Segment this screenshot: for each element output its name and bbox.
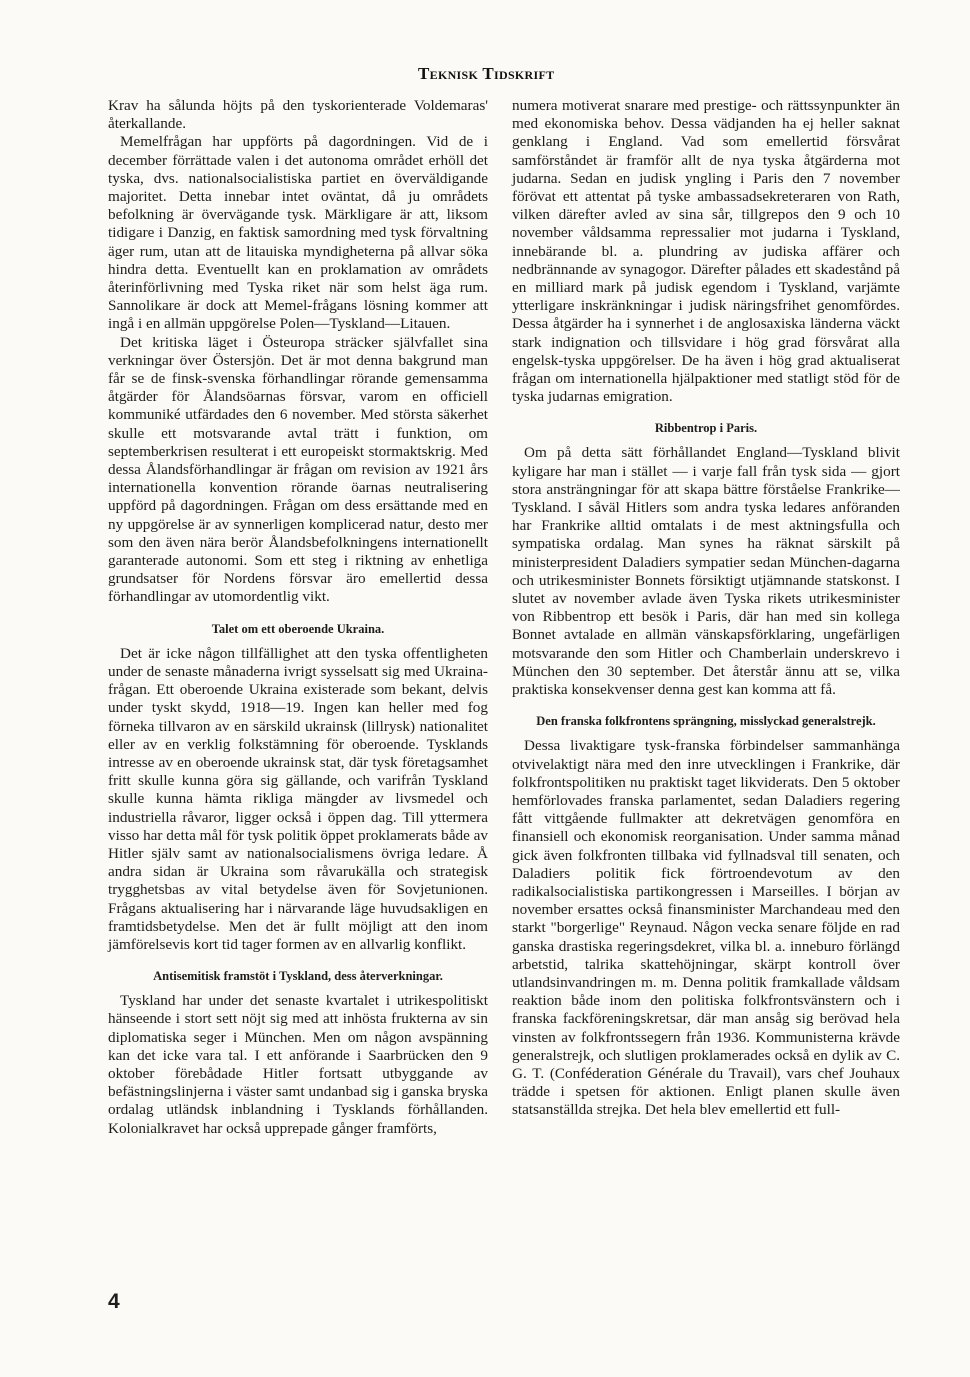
- paragraph: numera motiverat snarare med prestige- och rättssynpunkter än med ekonomiska behov. Dessa vädjanden ha ej heller saknat genklang i England. Vad som emellertid försvårat samförståndet är framför allt de nya tyska åtgärderna mot judarna. Sedan en judisk yngling i Paris den 7 november förövat ett attentat på tyske ambassadsekreteraren von Rath, vilken därefter avled av sina sår, tillgrepos den 9 och 10 november våldsamma repressalier mot judarna i Tyskland, innebärande bl. a. plundring av judiska affärer och nedbrännande av synagogor. Därefter pålades ett skadestånd på en milliard mark på judisk egendom i Tyskland, varjämte ytterligare inskränkningar i judisk näringsfrihet genomfördes. Dessa åtgärder ha i synnerhet i de anglosaxiska länderna väckt stark indignation och tillsvidare i hög grad försvårat alla engelsk-tyska uppgörelser. De ha även i hög grad aktualiserat frågan om internationella hjälpaktioner med statligt stöd för de tyska judarnas emigration.: [512, 97, 900, 406]
- page-number: 4: [108, 1290, 120, 1313]
- masthead: Teknisk Tidskrift: [418, 64, 555, 83]
- section-heading: Ribbentrop i Paris.: [654, 421, 758, 436]
- left-column: [108, 97, 488, 1138]
- section-heading: Talet om ett oberoende Ukraina.: [211, 621, 385, 636]
- paragraph: Dessa livaktigare tysk-franska förbindelser sammanhänga otvivelaktigt nära med den inre utvecklingen i Frankrike, där folkfrontspolitiken nu praktiskt taget likviderats. Den 5 oktober hemförlovades franska parlamentet, sedan Daladiers regering fått vittgående fullmakter att dekretvägen genomföra en finansiell och ekonomisk reorganisation. Under samma månad gick även folkfronten tillbaka vid fyllnadsval till senaten, och Daladiers politik fick förtroendevotum av den radikalsocialistiska partikongressen i Marseilles. I början av november ersattes också finansminister Marchandeau med den starkt "borgerlige" Reynaud. Någon vecka senare följde en rad ganska drastiska regeringsdekret, vilka bl. a. inneburo förlängd arbetstid, talrika skattehöjningar, skärpt kontroll över utlandsinvandringen m. m. Denna politik framkallade våldsam reaktion både inom den politiska folkfrontsvänstern och i franska fackföreningskretsar, där man ansåg sig berövad hela vinsten av folkfrontssegern från 1936. Kommunisterna krävde generalstrejk, och slutligen proklamerades också en dylik av C. G. T. (Conféderation Générale du Travail), vars chef Jouhaux trädde i spetsen för aktionen. Enligt planen skulle även statsanställda strejka. Det hela blev emellertid ett full-: [512, 737, 900, 1119]
- paragraph: Krav ha sålunda höjts på den tyskorienterade Voldemaras' återkallande.: [108, 97, 488, 133]
- right-column: [512, 97, 900, 1120]
- paragraph: Memelfrågan har uppförts på dagordningen. Vid de i december förrättade valen i det autonoma området erhöll det tyska, dvs. nationalsocialistiska partiet en överväldigande majoritet. Detta innebar intet oväntat, då ju områdets befolkning är övervägande tysk. Märkligare är att, liksom tidigare i Danzig, en faktisk samordning med tysk förvaltning äger rum, utan att de litauiska myndigheterna på allvar söka hindra detta. Eventuellt kan en proklamation av områdets återinförlivning med Tyska riket när som helst äga rum. Sannolikare är dock att Memel-frågans lösning kommer att ingå i en allmän uppgörelse Polen—Tyskland—Litauen.: [108, 133, 488, 333]
- paragraph: Tyskland har under det senaste kvartalet i utrikespolitiskt hänseende i stort sett nöjt sig med att inhösta frukterna av sin diplomatiska seger i München. Men om någon avspänning kan det icke vara tal. I ett anförande i Saarbrücken den 9 oktober förebådade Hitler fortsatt utbyggande av befästningslinjerna i väster samt undanbad sig i ganska bryska ordalag utländsk inblandning i Tysklands förhållanden. Kolonialkravet har också upprepade gånger framförts,: [108, 992, 488, 1137]
- paragraph: Det kritiska läget i Östeuropa sträcker självfallet sina verkningar över Östersjön. Det är mot denna bakgrund man får se de finsk-svenska förhandlingar rörande gemensamma åtgärder för Ålandsöarnas försvar, varom en officiell kommuniké utfärdades den 6 november. Med största säkerhet skulle ett motsvarande avtal trätt i funktion, om septemberkrisen resulterat i ett europeiskt stormaktskrig. Med dessa Ålandsförhandlingar är frågan om revision av 1921 års internationella konvention rörande öarnas neutralisering uppförd på dagordningen. Frågan om dess ersättande med en ny uppgörelse är av synnerligen komplicerad natur, desto mer som den även nära berör Ålandsbefolkningens internationellt garanterade autonomi. Som ett steg i riktning av enhetliga grundsatser för Nordens försvar äro emellertid dessa förhandlingar av utomordentlig vikt.: [108, 333, 488, 606]
- paragraph: Det är icke någon tillfällighet att den tyska offentligheten under de senaste månaderna ivrigt sysselsatt sig med Ukraina-frågan. Ett oberoende Ukraina existerade som bekant, delvis under tyskt skydd, 1918—19. Ingen kan heller med fog förneka tillvaron av en särskild ukrainsk (lillrysk) nationalitet eller av en verklig folkstämning för oberoende. Tysklands intresse av en oberoende ukrainsk stat, där tysk företagsamhet fritt skulle kunna göra sig gällande, och varifrån Tyskland skulle kunna hämta rikliga mängder av livsmedel och industriella råvaror, ligger också i öppen dag. Till yttermera visso har detta mål för tysk politik öppet proklamerats både av Hitler själv samt av nationalsocialismens övriga ledare. Å andra sidan är Ukraina som råvarukälla och strategisk trygghetsbas av vital betydelse även för Sovjetunionen. Frågans aktualisering har i närvarande läge huvudsakligen en framtidsbetydelse. Men det är fullt möjligt att den inom jämförelsevis kort tid tager formen av en allvarlig konflikt.: [108, 644, 488, 953]
- section-heading: Den franska folkfrontens sprängning, misslyckad generalstrejk.: [536, 714, 876, 729]
- paragraph: Om på detta sätt förhållandet England—Tyskland blivit kyligare har man i stället — i varje fall från tysk sida — gjort stora ansträngningar för att skapa bättre förståelse Frankrike—Tyskland. I såväl Hitlers som andra tyska ledares anföranden har Frankrike alltid omtalats i de mest aktningsfulla och sympatiska ordalag. Man synes ha räknat särskilt på ministerpresident Daladiers sympatier sedan München-dagarna och utrikesminister Bonnets försiktigt utjämnande statskonst. I slutet av november avlade även Tyska rikets utrikesminister von Ribbentrop ett besök i Paris, där han med sin kollega Bonnet avtalade en allmän vänskapsförklaring, ungefärligen motsvarande den som Hitler och Chamberlain underskrevo i München den 30 september. Det återstår ännu att se, vilka praktiska konsekvenser denna gest kan komma att få.: [512, 444, 900, 699]
- section-heading: Antisemitisk framstöt i Tyskland, dess återverkningar.: [153, 969, 443, 984]
